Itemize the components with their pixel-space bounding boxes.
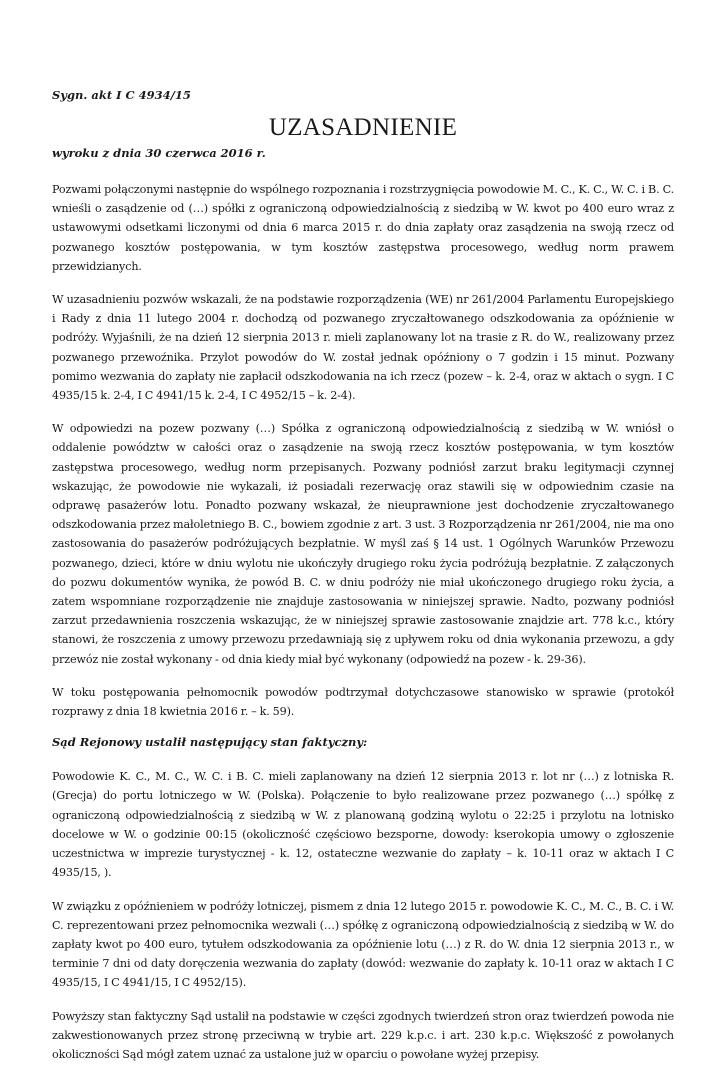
facts-heading: Sąd Rejonowy ustalił następujący stan faktyczny: (52, 735, 368, 750)
document-subtitle: wyroku z dnia 30 czerwca 2016 r. (52, 146, 266, 160)
paragraph-flight-facts: Powodowie K. C., M. C., W. C. i B. C. mieli zaplanowany na dzień 12 sierpnia 2013 r. lot nr (…) z lotniska R. (Grecja) do portu lotniczego w W. (Polska). Połączenie to było realizowane przez pozwanego (…) spółkę z ograniczoną odpowiedzialnością z siedzibą w W. z planowaną godziną wylotu o 22:25 i przylotu na lotnisko docelowe w W. o godzinie 00:15 (okoliczność częściowo bezsporne, dowody: kserokopia umowy o zgłoszenie uczestnictwa w imprezie turystycznej - k. 12, ostateczne wezwanie do zapłaty – k. 10-11 oraz w aktach I C 4935/15, ). (52, 770, 674, 880)
document-title: UZASADNIENIE (268, 114, 458, 141)
paragraph-claims: Pozwami połączonymi następnie do wspólnego rozpoznania i rozstrzygnięcia powodowie M. C., K. C., W. C. i B. C. wnieśli o zasądzenie od (…) spółki z ograniczoną odpowiedzialnością z siedzibą w W. kwot po 400 euro wraz z ustawowymi odsetkami liczonymi od dnia 6 marca 2015 r. do dnia zapłaty oraz zasądzenia na swoją rzecz od pozwanego kosztów postępowania, w tym kosztów zastępstwa procesowego, według norm prawem przewidzianych. (52, 183, 674, 273)
paragraph-justification: W uzasadnieniu pozwów wskazali, że na podstawie rozporządzenia (WE) nr 261/2004 Parlamentu Europejskiego i Rady z dnia 11 lutego 2004 r. dochodzą od pozwanego zryczałtowanego odszkodowania za opóźnienie w podróży. Wyjaśnili, że na dzień 12 sierpnia 2013 r. mieli zaplanowany lot na trasie z R. do W., realizowany przez pozwanego przewoźnika. Przylot powodów do W. został jednak opóźniony o 7 godzin i 15 minut. Pozwany pomimo wezwania do zapłaty nie zapłacił odszkodowania na ich rzecz (pozew – k. 2-4, oraz w aktach o sygn. I C 4935/15 k. 2-4, I C 4941/15 k. 2-4, I C 4952/15 – k. 2-4). (52, 293, 674, 403)
paragraph-proceedings: W toku postępowania pełnomocnik powodów podtrzymał dotychczasowe stanowisko w sprawie (protokół rozprawy z dnia 18 kwietnia 2016 r. – k. 59). (52, 685, 674, 719)
case-signature: Sygn. akt I C 4934/15 (52, 88, 191, 102)
paragraph-evidence-basis: Powyższy stan faktyczny Sąd ustalił na podstawie w części zgodnych twierdzeń stron oraz twierdzeń powoda nie zakwestionowanych przez stronę przeciwną w trybie art. 229 k.p.c. i art. 230 k.p.c. Większość z powołanych okoliczności Sąd mógł zatem uznać za ustalone już w oparciu o powołane wyżej przepisy. (52, 1009, 674, 1061)
paragraph-payment-demand: W związku z opóźnieniem w podróży lotniczej, pismem z dnia 12 lutego 2015 r. powodowie K. C., M. C., B. C. i W. C. reprezentowani przez pełnomocnika wezwali (…) spółkę z ograniczoną odpowiedzialnością z siedzibą w W. do zapłaty kwot po 400 euro, tytułem odszkodowania za opóźnienie lotu (…) z R. do W. dnia 12 sierpnia 2013 r., w terminie 7 dni od daty doręczenia wezwania do zapłaty (dowód: wezwanie do zapłaty k. 10-11 oraz w aktach I C 4935/15, I C 4941/15, I C 4952/15). (52, 899, 674, 990)
document-page (52, 88, 674, 1078)
paragraph-defendant-response: W odpowiedzi na pozew pozwany (…) Spółka z ograniczoną odpowiedzialnością z siedzibą w W. wniósł o oddalenie powództw w całości oraz o zasądzenie na swoją rzecz kosztów postępowania, w tym kosztów zastępstwa procesowego, według norm przepisanych. Pozwany podniósł zarzut braku legitymacji czynnej wskazując, że powodowie nie wykazali, iż posiadali rezerwację oraz stawili się w odpowiednim czasie na odprawę pasażerów lotu. Ponadto pozwany wskazał, że nieuprawnione jest dochodzenie zryczałtowanego odszkodowania przez małoletniego B. C., bowiem zgodnie z art. 3 ust. 3 Rozporządzenia nr 261/2004, nie ma ono zastosowania do pasażerów podróżujących bezpłatnie. W myśl zaś § 14 ust. 1 Ogólnych Warunków Przewozu pozwanego, dzieci, które w dniu wylotu nie ukończyły drugiego roku życia podróżują bezpłatnie. Z załączonych do pozwu dokumentów wynika, że powód B. C. w dniu podróży nie miał ukończonego drugiego roku życia, a zatem wspomniane rozporządzenie nie znajduje zastosowania w niniejszej sprawie. Nadto, pozwany podniósł zarzut przedawnienia roszczenia wskazując, że w niniejszej sprawie zastosowanie znajdzie art. 778 k.c., który stanowi, że roszczenia z umowy przewozu przedawniają się z upływem roku od dnia wykonania przewozu, a gdy przewóz nie został wykonany - od dnia kiedy miał być wykonany (odpowiedź na pozew - k. 29-36). (52, 422, 674, 666)
